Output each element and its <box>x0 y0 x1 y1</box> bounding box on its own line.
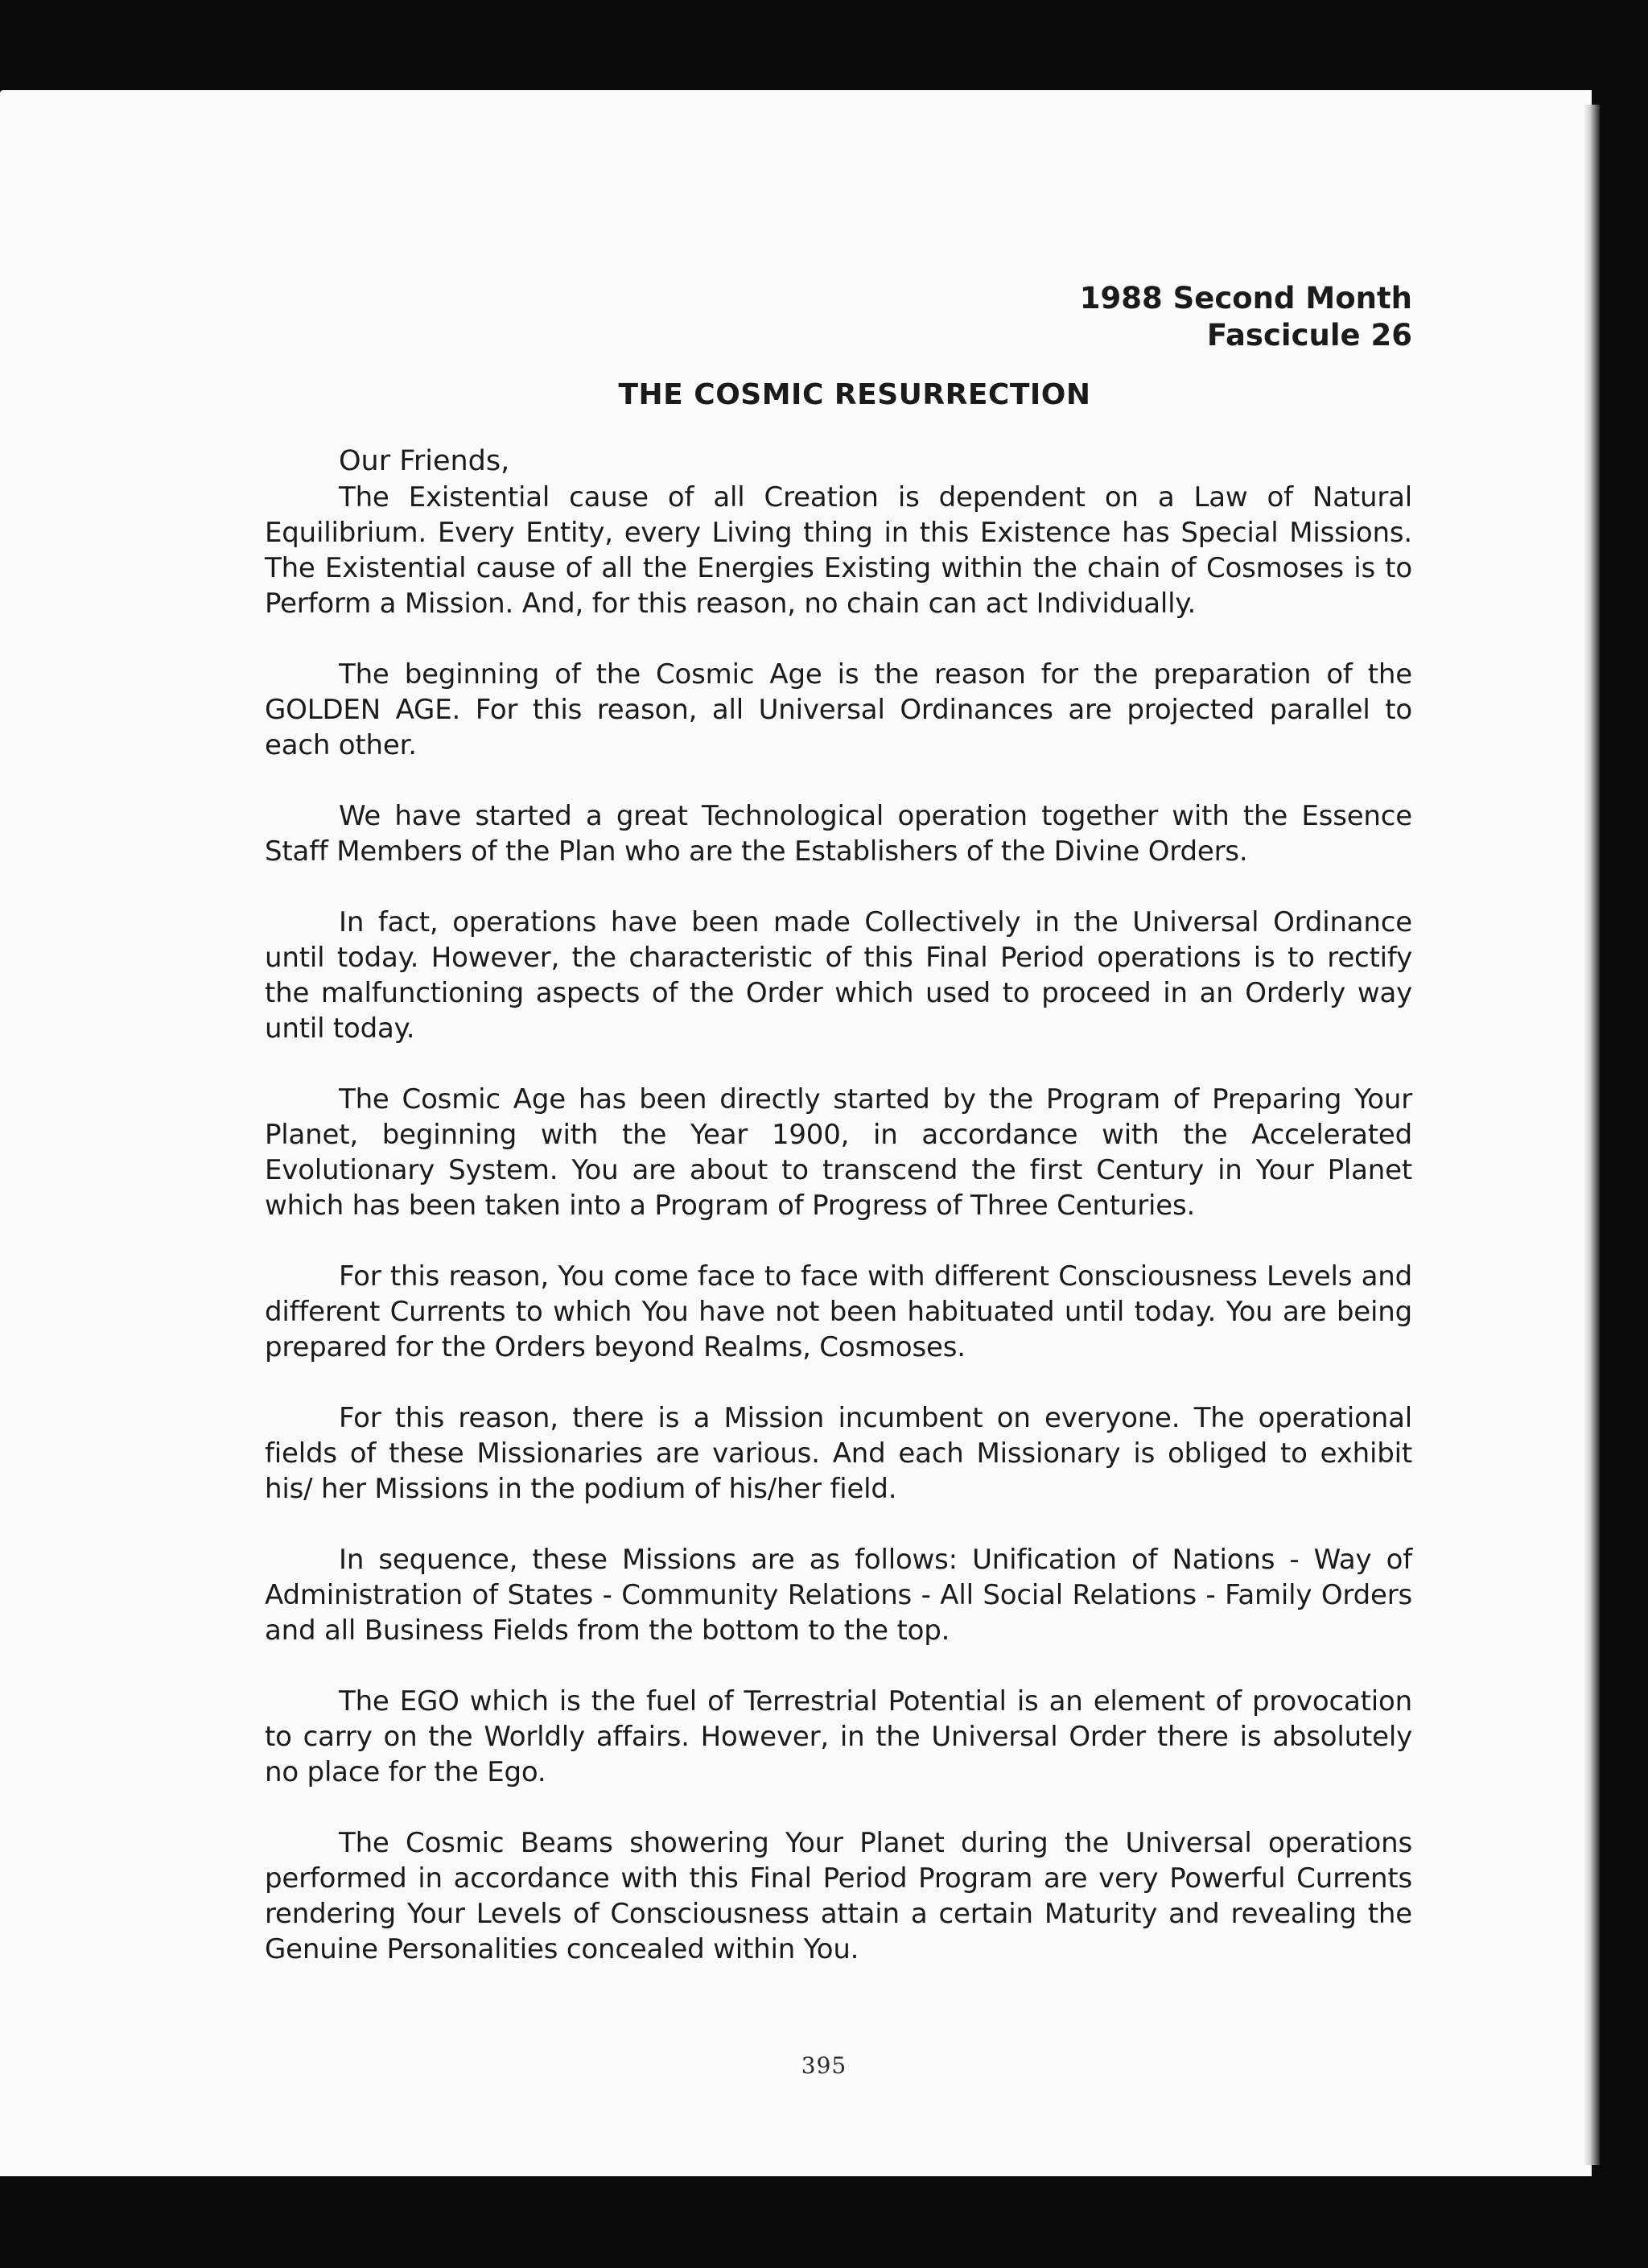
paragraph-1: The Existential cause of all Creation is dependent on a Law of Natural Equilibrium. Every Entity, every Living thing in this Existence has Special Missions. The Existential cause of all the Energies Existing within the chain of Cosmoses is to Perform a Mission. And, for this reason, no chain can act Individually. <box>265 481 1412 620</box>
paragraph-9: The EGO which is the fuel of Terrestrial Potential is an element of provocation to carry on the Worldly affairs. However, in the Universal Order there is absolutely no place for the Ego. <box>265 1685 1412 1788</box>
page-title: THE COSMIC RESURRECTION <box>618 378 1091 411</box>
fascicule-line: Fascicule 26 <box>1206 318 1412 353</box>
paragraph-2: The beginning of the Cosmic Age is the reason for the preparation of the GOLDEN AGE. For this reason, all Universal Ordinances are projected parallel to each other. <box>265 658 1412 761</box>
paragraph-3: We have started a great Technological operation together with the Essence Staff Members of the Plan who are the Establishers of the Divine Orders. <box>265 800 1412 868</box>
paragraph-6: For this reason, You come face to face with different Consciousness Levels and different Currents to which You have not been habituated until today. You are being prepared for the Orders beyond Realms, Cosmoses. <box>265 1260 1412 1363</box>
paragraph-10: The Cosmic Beams showering Your Planet during the Universal operations performed in accordance with this Final Period Program are very Powerful Currents rendering Your Levels of Consciousness attain a certain Maturity and revealing the Genuine Personalities concealed within You. <box>265 1827 1412 1965</box>
page-number: 395 <box>801 2052 847 2079</box>
page-edge-shadow <box>1584 105 1600 2165</box>
paragraph-4: In fact, operations have been made Collectively in the Universal Ordinance until today. However, the characteristic of this Final Period operations is to rectify the malfunctioning aspects of the Order which used to proceed in an Orderly way until today. <box>265 906 1412 1045</box>
page-content <box>265 280 1412 2002</box>
paragraph-8: In sequence, these Missions are as follows: Unification of Nations - Way of Administration of States - Community Relations - All Social Relations - Family Orders and all Business Fields from the bottom to the top. <box>265 1544 1412 1647</box>
salutation: Our Friends, <box>339 445 510 477</box>
paragraph-7: For this reason, there is a Mission incumbent on everyone. The operational fields of these Missionaries are various. And each Missionary is obliged to exhibit his/ her Missions in the podium of his/her field. <box>265 1402 1412 1505</box>
date-line: 1988 Second Month <box>1079 281 1412 315</box>
paragraph-5: The Cosmic Age has been directly started by the Program of Preparing Your Planet, beginning with the Year 1900, in accordance with the Accelerated Evolutionary System. You are about to transcend the first Century in Your Planet which has been taken into a Program of Progress of Three Centuries. <box>265 1083 1412 1222</box>
